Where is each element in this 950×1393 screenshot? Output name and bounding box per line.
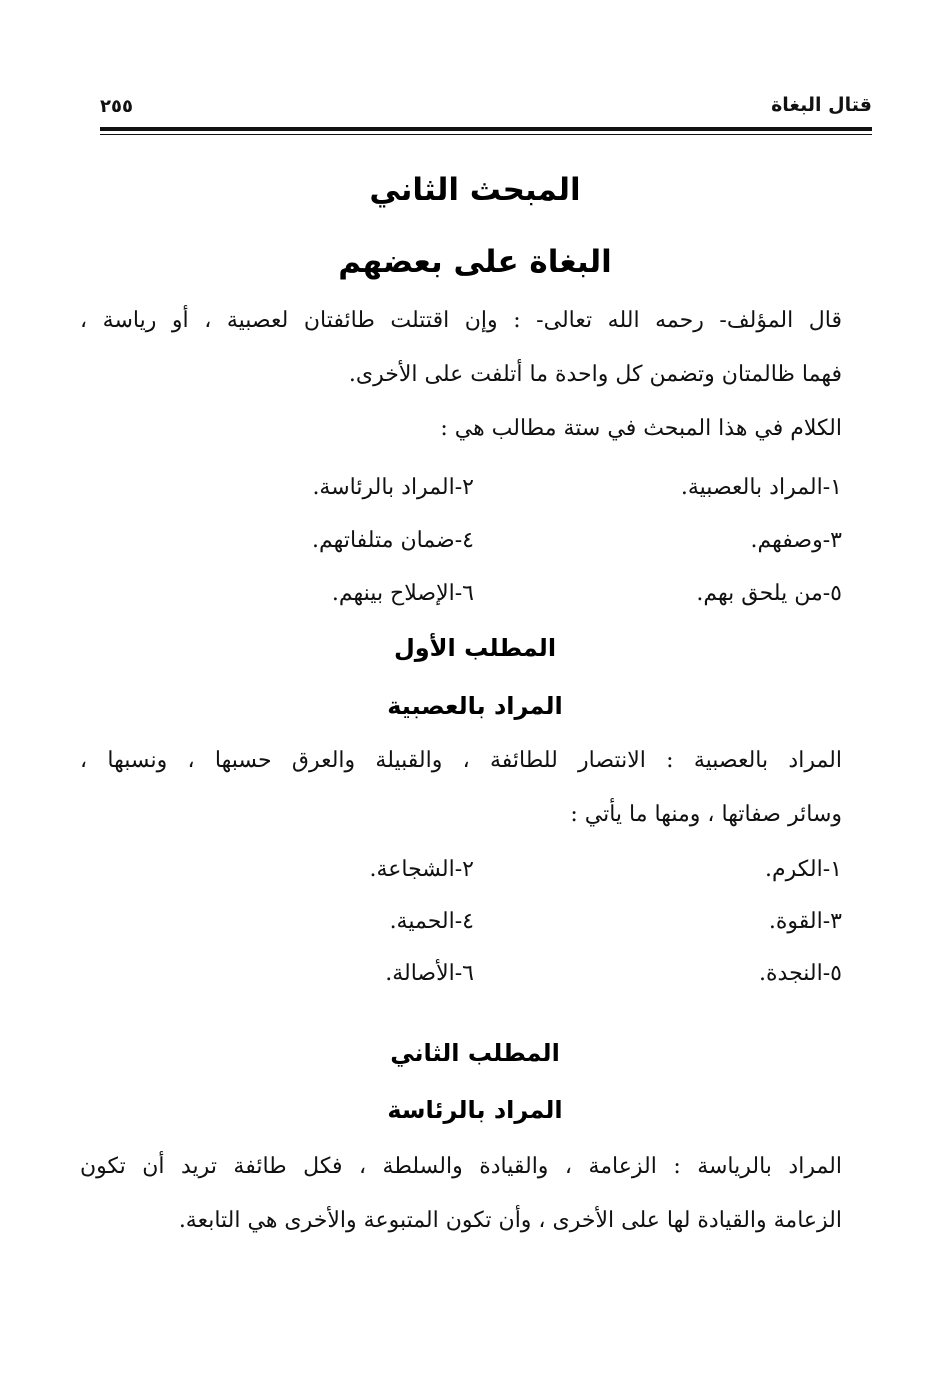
- part1-paragraph: [80, 734, 842, 842]
- trait-item: ٦-الأصالة.: [385, 961, 474, 986]
- part2-line-2: الزعامة والقيادة لها على الأخرى ، وأن تكون المتبوعة والأخرى هي التابعة.: [178, 1208, 842, 1233]
- topic-row: [282, 475, 842, 525]
- trait-item: ١-الكرم.: [765, 857, 842, 882]
- part1-line-1: المراد بالعصبية : الانتصار للطائفة ، والقبيلة والعرق حسبها ، ونسبها ،: [80, 748, 842, 773]
- topic-row: [282, 528, 842, 578]
- part2-subtitle: المراد بالرئاسة: [387, 1096, 563, 1124]
- intro-line-1: قال المؤلف- رحمه الله تعالى- : وإن اقتتلت طائفتان لعصبية ، أو رياسة ،: [80, 308, 842, 333]
- intro-line-3: الكلام في هذا المبحث في ستة مطالب هي :: [440, 416, 842, 441]
- header-rule-thick: [100, 127, 872, 131]
- page-header: [100, 88, 872, 122]
- part2-paragraph: [80, 1140, 842, 1248]
- topic-item: ٤-ضمان متلفاتهم.: [312, 528, 474, 553]
- trait-item: ٤-الحمية.: [389, 909, 474, 934]
- part1-subtitle: المراد بالعصبية: [387, 692, 563, 720]
- page-number: ٢٥٥: [100, 96, 133, 117]
- part2-title: المطلب الثاني: [390, 1039, 560, 1067]
- part2-line-1: المراد بالرياسة : الزعامة ، والقيادة والسلطة ، فكل طائفة تريد أن تكون: [80, 1154, 842, 1179]
- running-title: قتال البغاة: [771, 94, 872, 116]
- topic-item: ٣-وصفهم.: [750, 528, 842, 553]
- intro-paragraph: [80, 294, 842, 456]
- topic-row: [282, 581, 842, 631]
- trait-item: ٢-الشجاعة.: [369, 857, 474, 882]
- topic-item: ١-المراد بالعصبية.: [680, 475, 842, 500]
- trait-item: ٣-القوة.: [768, 909, 842, 934]
- trait-row: [282, 857, 842, 907]
- header-rule-thin: [100, 134, 872, 135]
- section-subtitle: البغاة على بعضهم: [338, 244, 612, 280]
- topic-item: ٥-من يلحق بهم.: [696, 581, 842, 606]
- trait-row: [282, 909, 842, 959]
- intro-line-2: فهما ظالمتان وتضمن كل واحدة ما أتلفت على الأخرى.: [348, 362, 842, 387]
- part1-line-2: وسائر صفاتها ، ومنها ما يأتي :: [570, 802, 842, 827]
- part1-title: المطلب الأول: [393, 634, 557, 662]
- trait-item: ٥-النجدة.: [759, 961, 842, 986]
- trait-row: [282, 961, 842, 1011]
- section-title: المبحث الثاني: [369, 172, 581, 208]
- topic-item: ٢-المراد بالرئاسة.: [312, 475, 474, 500]
- topic-item: ٦-الإصلاح بينهم.: [331, 581, 474, 606]
